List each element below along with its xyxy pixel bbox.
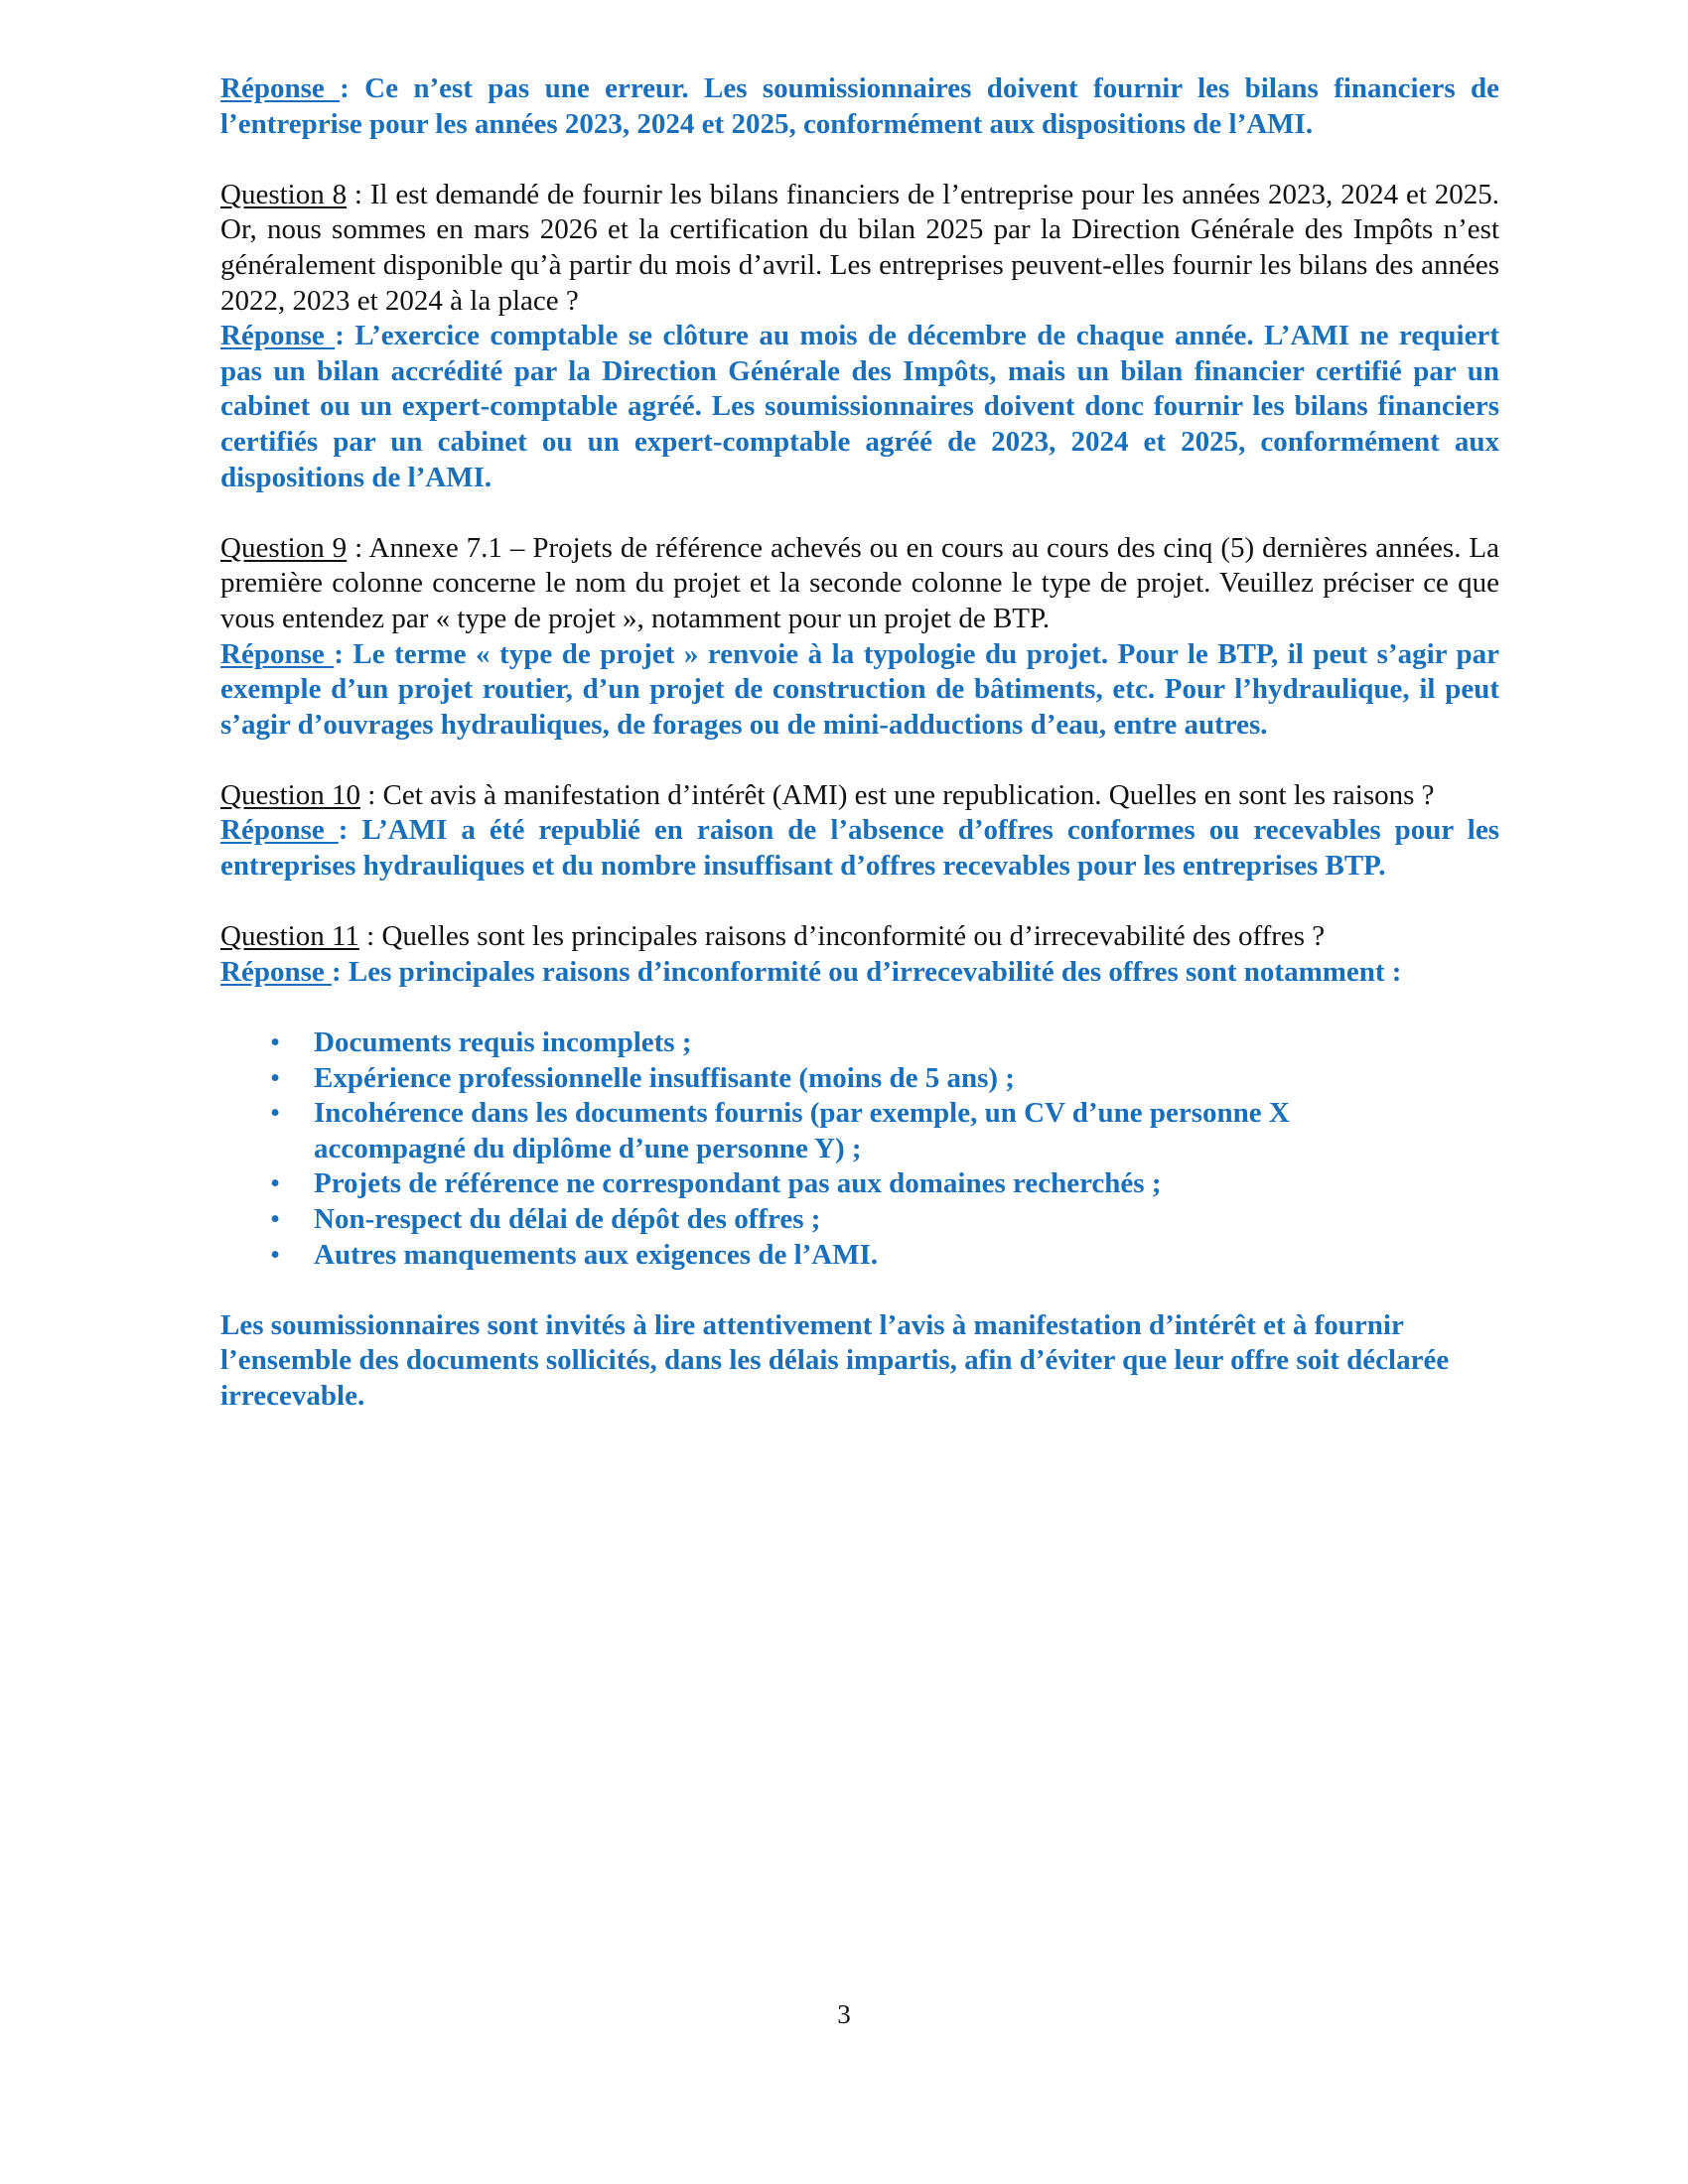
answer-10 <box>220 813 1499 884</box>
question-separator: : <box>347 178 370 210</box>
bullet-icon: • <box>270 1061 281 1094</box>
page-number: 3 <box>837 1999 851 2029</box>
list-item <box>220 1238 1499 1274</box>
question-8 <box>220 178 1499 319</box>
bullet-icon: • <box>270 1238 281 1271</box>
answer-text: Les principales raisons d’inconformité ou d’irrecevabilité des offres sont notamment : <box>348 955 1402 988</box>
list-item-text: Documents requis incomplets ; <box>314 1026 692 1059</box>
answer-label: Réponse <box>220 814 339 847</box>
spacer <box>220 743 1499 778</box>
list-item-text: Projets de référence ne correspondant pas aux domaines recherchés ; <box>314 1167 1162 1200</box>
intro-answer <box>220 71 1499 142</box>
spacer <box>220 142 1499 178</box>
spacer <box>220 495 1499 531</box>
list-item <box>220 1061 1499 1097</box>
answer-text: Ce n’est pas une erreur. Les soumissionnaires doivent fournir les bilans financiers de l’entreprise pour les années 2023, 2024 et 2025, conformément aux dispositions de l’AMI. <box>220 72 1499 140</box>
answer-label: Réponse <box>220 955 332 988</box>
list-item-text: Non-respect du délai de dépôt des offres ; <box>314 1203 821 1235</box>
spacer <box>220 1273 1499 1308</box>
answer-separator: : <box>338 814 362 847</box>
question-label: Question 10 <box>220 778 360 811</box>
bullet-icon: • <box>270 1203 281 1235</box>
document-page <box>220 71 1499 1415</box>
question-separator: : <box>358 920 382 953</box>
question-9 <box>220 531 1499 637</box>
list-item-text: Expérience professionnelle insuffisante (moins de 5 ans) ; <box>314 1061 1015 1094</box>
answer-label: Réponse <box>220 72 341 104</box>
answer-separator: : <box>335 320 355 352</box>
answer-text: L’AMI a été republié en raison de l’absence d’offres conformes ou recevables pour les entreprises hydrauliques et du nombre insuffisant d’offres recevables pour les entreprises BTP. <box>220 814 1499 883</box>
bullet-icon: • <box>270 1097 281 1130</box>
answer-9 <box>220 637 1499 744</box>
question-text: Quelles sont les principales raisons d’inconformité ou d’irrecevabilité des offres ? <box>381 920 1326 953</box>
answer-separator: : <box>334 637 353 670</box>
answer-11 <box>220 955 1499 991</box>
bullet-icon: • <box>270 1167 281 1200</box>
list-item <box>220 1202 1499 1238</box>
answer-8 <box>220 319 1499 495</box>
question-separator: : <box>347 531 369 564</box>
question-label: Question 8 <box>220 178 348 210</box>
bullet-icon: • <box>270 1026 281 1059</box>
list-item <box>220 1166 1499 1202</box>
list-item-text: Incohérence dans les documents fournis (par exemple, un CV d’une personne X accompagné du diplôme d’une personne Y) ; <box>314 1097 1290 1164</box>
answer-text: L’exercice comptable se clôture au mois de décembre de chaque année. L’AMI ne requiert pas un bilan accrédité par la Direction Générale des Impôts, mais un bilan financier certifié par un cabinet ou un expert-comptable agréé. Les soumissionnaires doivent donc fournir les bilans financiers certifiés par un cabinet ou un expert-comptable agréé de 2023, 2024 et 2025, conformément aux dispositions de l’AMI. <box>220 320 1499 493</box>
question-label: Question 9 <box>220 531 348 564</box>
list-item <box>220 1096 1499 1166</box>
answer-label: Réponse <box>220 637 335 670</box>
reasons-list <box>220 1025 1499 1273</box>
question-text: Annexe 7.1 – Projets de référence achevés ou en cours au cours des cinq (5) dernières années. La première colonne concerne le nom du projet et la seconde colonne le type de projet. Veuillez préciser ce que vous entendez par « type de projet », notamment pour un projet de BTP. <box>220 531 1499 634</box>
question-text: Cet avis à manifestation d’intérêt (AMI) est une republication. Quelles en sont les raisons ? <box>382 778 1435 811</box>
answer-separator: : <box>331 955 349 988</box>
question-text: Il est demandé de fournir les bilans financiers de l’entreprise pour les années 2023, 2024 et 2025. Or, nous sommes en mars 2026 et la certification du bilan 2025 par la Direction Générale des Impôts n’est généralement disponible qu’à partir du mois d’avril. Les entreprises peuvent-elles fournir les bilans des années 2022, 2023 et 2024 à la place ? <box>220 178 1500 317</box>
closing-paragraph: Les soumissionnaires sont invités à lire attentivement l’avis à manifestation d’intérêt et à fournir l’ensemble des documents sollicités, dans les délais impartis, afin d’éviter que leur offre soit déclarée irrecevable. <box>220 1308 1450 1412</box>
question-11 <box>220 919 1499 955</box>
spacer <box>220 885 1499 920</box>
answer-text: Le terme « type de projet » renvoie à la typologie du projet. Pour le BTP, il peut s’agir par exemple d’un projet routier, d’un projet de construction de bâtiments, etc. Pour l’hydraulique, il peut s’agir d’ouvrages hydrauliques, de forages ou de mini-adductions d’eau, entre autres. <box>220 637 1499 741</box>
question-10 <box>220 778 1499 814</box>
list-item <box>220 1025 1499 1061</box>
answer-label: Réponse <box>220 320 336 352</box>
question-separator: : <box>359 778 383 811</box>
question-label: Question 11 <box>220 920 359 953</box>
list-item-text: Autres manquements aux exigences de l’AMI. <box>314 1238 879 1271</box>
spacer <box>220 990 1499 1025</box>
answer-separator: : <box>340 72 365 104</box>
